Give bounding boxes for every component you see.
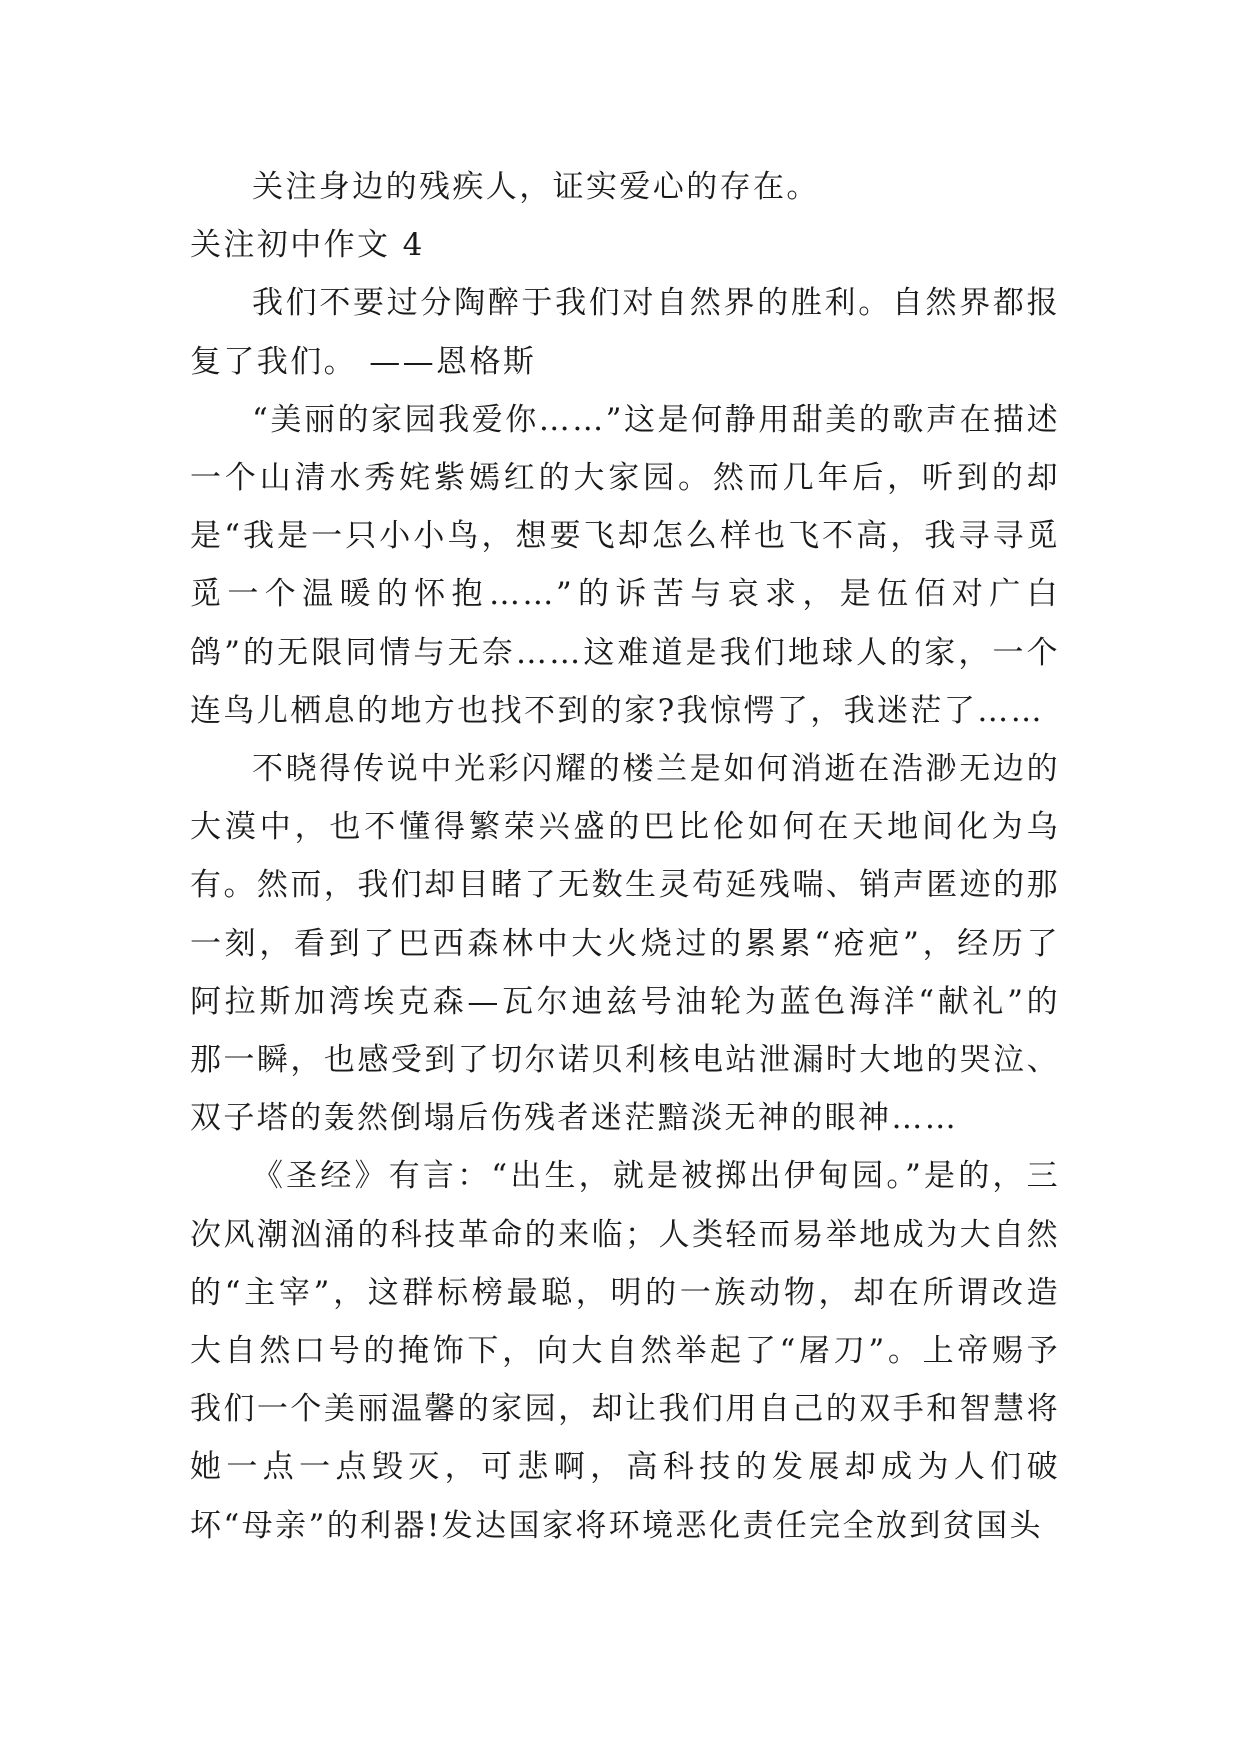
paragraph-bible: 《圣经》有言：“出生，就是被掷出伊甸园。”是的，三次风潮汹涌的科技革命的来临；人类轻而易举地成为大自然的“主宰”，这群标榜最聪，明的一族动物，却在所谓改造大自然口号的掩饰下，向大自然举起了“屠刀”。上帝赐予我们一个美丽温馨的家园，却让我们用自己的双手和智慧将她一点一点毁灭，可悲啊，高科技的发展却成为人们破坏“母亲”的利器!发达国家将环境恶化责任完全放到贫国头	[190, 1158, 1060, 1544]
essay-heading: 关注初中作文 4	[190, 227, 425, 264]
paragraph-closing: 关注身边的残疾人，证实爱心的存在。	[252, 169, 820, 205]
paragraph-song: “美丽的家园我爱你……”这是何静用甜美的歌声在描述一个山清水秀姹紫嫣红的大家园。然而几年后，听到的却是“我是一只小小鸟，想要飞却怎么样也飞不高，我寻寻觅觅一个温暖的怀抱……”的诉苦与哀求，是伍佰对广白鸽”的无限同情与无奈……这难道是我们地球人的家，一个连鸟儿栖息的地方也找不到的家?我惊愕了，我迷茫了……	[190, 401, 1060, 729]
paragraph-loulan: 不晓得传说中光彩闪耀的楼兰是如何消逝在浩渺无边的大漠中，也不懂得繁荣兴盛的巴比伦如何在天地间化为乌有。然而，我们却目睹了无数生灵苟延残喘、销声匿迹的那一刻，看到了巴西森林中大火烧过的累累“疮疤”，经历了阿拉斯加湾埃克森—瓦尔迪兹号油轮为蓝色海洋“献礼”的那一瞬，也感受到了切尔诺贝利核电站泄漏时大地的哭泣、双子塔的轰然倒塌后伤残者迷茫黯淡无神的眼神……	[190, 751, 1060, 1137]
paragraph-quote: 我们不要过分陶醉于我们对自然界的胜利。自然界都报复了我们。 ——恩格斯	[190, 285, 1060, 380]
document-page	[190, 158, 1060, 1555]
